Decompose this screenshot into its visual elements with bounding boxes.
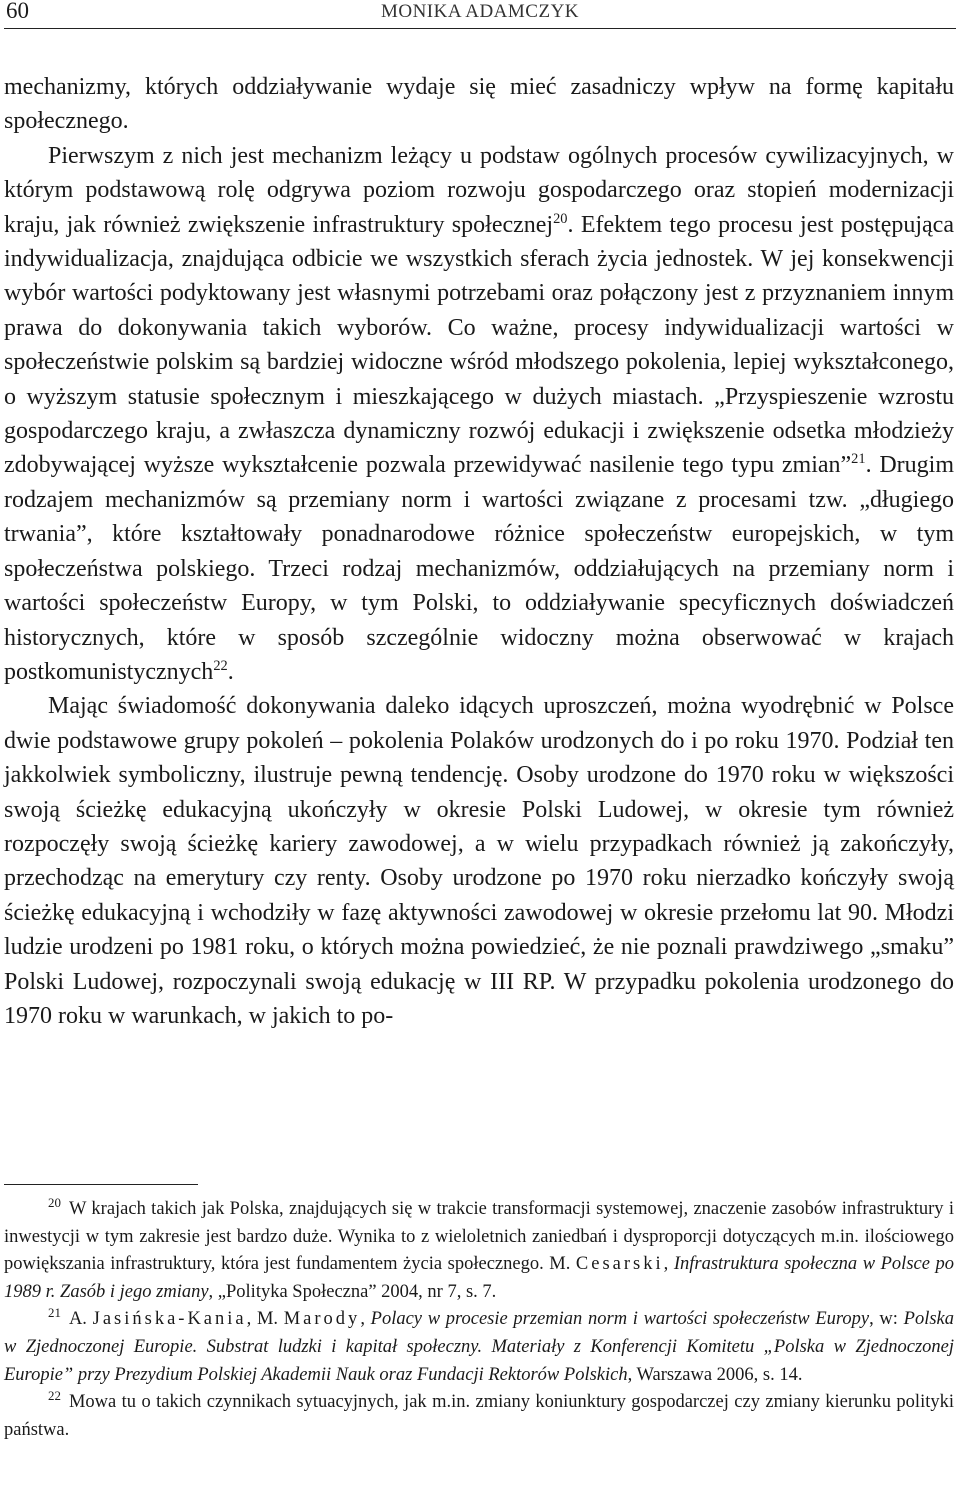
footnote-ref-22[interactable]: 22 bbox=[213, 657, 228, 674]
page-number: 60 bbox=[6, 0, 29, 23]
footnotes bbox=[4, 1196, 954, 1444]
footnote-21-text-e: , Warszawa 2006, s. 14. bbox=[627, 1364, 803, 1385]
paragraph-2-text-c: . Drugim rodzajem mechanizmów są przemiany norm i wartości związane z procesami tzw. „długiego trwania”, które kształtowały ponadnarodowe różnice społeczeństw europejskich, w tym społeczeństwa polskiego. Trzeci rodzaj mechanizmów, oddziałujących na przemiany norm i wartości społeczeństw Europy, w tym Polski, to oddziaływanie specyficznych doświadczeń historycznych, które w sposób szczególnie widoczny można obserwować w krajach postkomunistycznych bbox=[4, 452, 954, 685]
page-header bbox=[4, 0, 956, 29]
footnote-20-title: Infrastruktura społeczna w Polsce po 1989 r. Zasób i jego zmiany bbox=[4, 1254, 955, 1302]
footnote-separator bbox=[4, 1184, 198, 1185]
footnote-number-22: 22 bbox=[48, 1388, 61, 1403]
footnote-21-text-a: A. bbox=[68, 1309, 93, 1330]
footnote-20 bbox=[4, 1196, 954, 1306]
paragraph-2-text-a: Pierwszym z nich jest mechanizm leżący u podstaw ogólnych procesów cywilizacyjnych, w którym podstawową rolę odgrywa poziom rozwoju gospodarczego oraz stopień modernizacji kraju, jak również zwiększenie infrastruktury społecznej bbox=[4, 142, 954, 238]
footnote-20-author: Cesarski bbox=[575, 1254, 664, 1275]
footnote-21-text-c: , bbox=[360, 1309, 371, 1330]
footnote-20-text-b: , bbox=[663, 1254, 674, 1275]
footnote-number-20: 20 bbox=[48, 1194, 61, 1210]
footnote-21-text-b: , M. bbox=[246, 1309, 284, 1330]
footnote-number-21: 21 bbox=[48, 1305, 61, 1321]
running-head: MONIKA ADAMCZYK bbox=[380, 1, 580, 22]
paragraph-2-text-d: . bbox=[227, 658, 234, 685]
footnote-21 bbox=[4, 1306, 954, 1389]
paragraph-3: Mając świadomość dokonywania daleko idących uproszczeń, można wyodrębnić w Polsce dwie podstawowe grupy pokoleń – pokolenia Polaków urodzonych do i po roku 1970. Podział ten jakkolwiek symboliczny, ilustruje pewną tendencję. Osoby urodzone do 1970 roku w większości swoją ścieżkę edukacyjną ukończyły w okresie Polski Ludowej, w okresie tym również rozpoczęły swoją ścieżkę kariery zawodowej, a w wielu przypadkach również ją zakończyły, przechodząc na emerytury czy renty. Osoby urodzone po 1970 roku nierzadko kończyły swoją ścieżkę edukacyjną i wchodziły w fazę aktywności zawodowej w okresie przełomu lat 90. Młodzi ludzie urodzeni po 1981 roku, o których można powiedzieć, że nie poznali prawdziwego „smaku” Polski Ludowej, rozpoczynali swoją edukację w III RP. W przypadku pokolenia urodzonego do 1970 roku w warunkach, w jakich to po- bbox=[4, 693, 954, 1029]
footnote-ref-21[interactable]: 21 bbox=[851, 451, 866, 468]
footnote-20-text-c: , „Polityka Społeczna” 2004, nr 7, s. 7. bbox=[208, 1281, 497, 1302]
footnote-21-title: Polacy w procesie przemian norm i wartości społeczeństw Europy bbox=[370, 1309, 870, 1330]
paragraph-1: mechanizmy, których oddziaływanie wydaje się mieć zasadniczy wpływ na formę kapitału społecznego. bbox=[4, 74, 954, 135]
footnote-21-book: Polska w Zjednoczonej Europie. Substrat ludzki i kapitał społeczny. Materiały z Konferencji Komitetu „Polska w Zjednoczonej Europie” przy Prezydium Polskiej Akademii Nauk oraz Fundacji Rektorów Polskich bbox=[4, 1309, 954, 1385]
footnote-21-author-1: Jasińska-Kania bbox=[92, 1309, 247, 1330]
paragraph-2-text-b: . Efektem tego procesu jest postępująca indywidualizacja, znajdująca odbicie we wszystkich sferach życia jednostek. W jej konsekwencji wybór wartości podyktowany jest własnymi potrzebami oraz połączony jest z przyznaniem innym prawa do dokonywania takich wyborów. Co ważne, procesy indywidualizacji wartości w społeczeństwie polskim są bardziej widoczne wśród młodszego pokolenia, lepiej wykształconego, o wyższym statusie społecznym i mieszkającego w dużych miastach. „Przyspieszenie wzrostu gospodarczego kraju, a zwłaszcza dynamiczny rozwój edukacji i zwiększenie odsetka młodzieży zdobywającej wyższe wykształcenie pozwala przewidywać nasilenie tego typu zmian” bbox=[4, 211, 954, 479]
footnote-ref-20[interactable]: 20 bbox=[553, 210, 568, 227]
footnote-21-author-2: Marody bbox=[283, 1309, 361, 1330]
footnote-22-text: Mowa tu o takich czynnikach sytuacyjnych, jak m.in. zmiany koniunktury gospodarczej czy zmiany kierunku polityki państwa. bbox=[4, 1392, 954, 1440]
paragraph-2 bbox=[4, 139, 954, 690]
footnote-21-text-d: , w: bbox=[869, 1309, 904, 1330]
footnote-20-text-a: W krajach takich jak Polska, znajdujących się w trakcie transformacji systemowej, znaczenie zasobów infrastruktury i inwestycji w tym zakresie jest bardzo duże. Wynika to z wieloletnich zaniedbań i dysproporcji dotyczących m.in. ilościowego powiększania infrastruktury, która jest fundamentem życia społecznego. M. bbox=[4, 1199, 954, 1275]
body-text bbox=[4, 70, 954, 1033]
footnote-22 bbox=[4, 1389, 954, 1444]
